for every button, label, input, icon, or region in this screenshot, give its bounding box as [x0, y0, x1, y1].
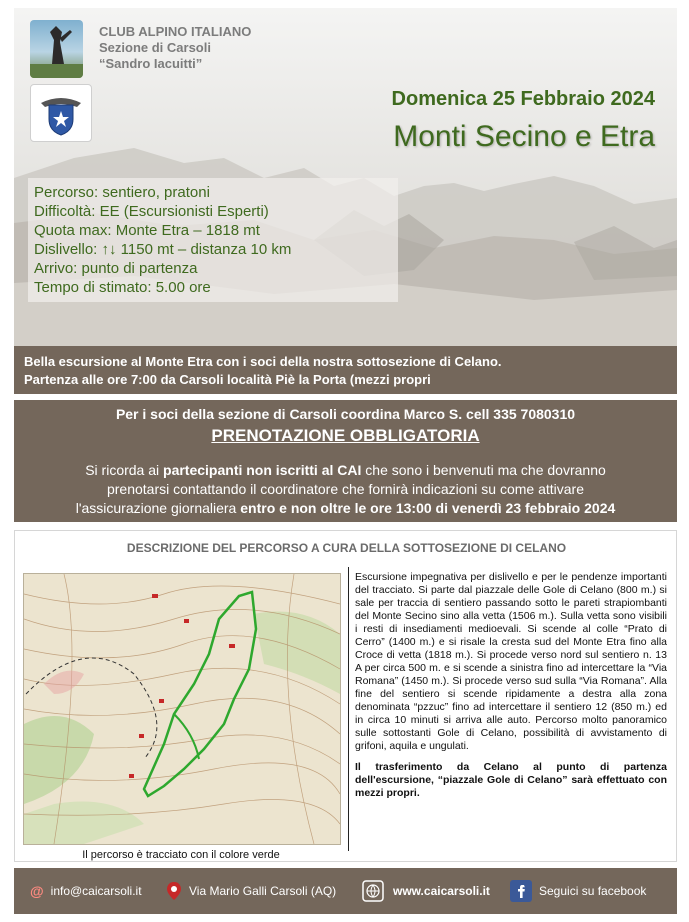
- address-text: Via Mario Galli Carsoli (AQ): [189, 884, 337, 898]
- intro-band: [14, 346, 677, 394]
- deadline-highlight: entro e non oltre le ore 13:00 di venerdì 23 febbraio 2024: [240, 500, 616, 516]
- intro-line-2: Partenza alle ore 7:00 da Carsoli località Piè la Porta (mezzi propri: [24, 372, 431, 387]
- event-date: Domenica 25 Febbraio 2024: [391, 88, 655, 110]
- coordinator-line: Per i soci della sezione di Carsoli coordina Marco S. cell 335 7080310: [115, 406, 576, 422]
- description-text: [355, 571, 667, 808]
- web-icon: [360, 879, 386, 903]
- footer-bar: [14, 868, 677, 914]
- at-icon: @: [30, 883, 44, 899]
- cai-emblem-icon: [30, 84, 92, 142]
- club-section: Sezione di Carsoli: [99, 40, 211, 55]
- info-difficolta: Difficoltà: EE (Escursionisti Esperti): [34, 203, 269, 220]
- footer-facebook[interactable]: [510, 868, 646, 914]
- trail-info: [28, 178, 398, 302]
- footer-address: [166, 868, 336, 914]
- description-heading: DESCRIZIONE DEL PERCORSO A CURA DELLA SOTTOSEZIONE DI CELANO: [126, 541, 567, 555]
- booking-band: [14, 400, 677, 522]
- info-arrivo: Arrivo: punto di partenza: [34, 260, 198, 277]
- event-title: Monti Secino e Etra: [393, 120, 655, 153]
- facebook-link[interactable]: Seguici su facebook: [539, 884, 647, 898]
- map-caption: Il percorso è tracciato con il colore verde: [82, 849, 280, 861]
- footer-email[interactable]: [30, 868, 142, 914]
- info-tempo: Tempo di stimato: 5.00 ore: [34, 279, 211, 296]
- footer-website[interactable]: [360, 868, 490, 914]
- description-paragraph-1: Escursione impegnativa per dislivello e per le pendenze importanti del tracciato. Si parte dal piazzale delle Gole di Celano (800 m.) si sale per traccia di sentiero passando sotto le pareti strapiombanti del Monte Secino sino alla vetta (1506 m.). Sulla vetta sono visibili i resti di insediamenti medioevali. Si scende al colle “Prato di Cerro” (1400 m.) e si risale la cresta sud del Monte Etra fino alla Croce di vetta (1818 m.). Si procede verso nord sul sentiero n. 13 A per circa 500 m. e si scende a sinistra fino ad intercettare la “Via Romana” (1450 m.). Si procede verso sud sulla “Via Romana”. Alla fine del sentiero si scende ripidamente a destra alla zona denominata “pzzuc” fino ad intercettare il sentiero 12 (850 m.) ed in circa 10 minuti si arriva alle auto. Percorso molto panoramico sulle sottostanti Gole di Celano, possibilità di avvistamento di grifoni, aquila e ungulati.: [355, 571, 667, 752]
- email-link[interactable]: info@caicarsoli.it: [50, 884, 142, 898]
- location-pin-icon: [166, 881, 182, 901]
- info-quota: Quota max: Monte Etra – 1818 mt: [34, 222, 260, 239]
- club-header: [99, 24, 251, 72]
- club-name: CLUB ALPINO ITALIANO: [99, 24, 252, 39]
- note-line-3: l'assicurazione giornaliera entro e non oltre le ore 13:00 di venerdì 23 febbraio 2024: [75, 500, 616, 516]
- hero-section: [14, 8, 677, 346]
- intro-line-1: Bella escursione al Monte Etra con i soci della nostra sottosezione di Celano.: [24, 354, 502, 369]
- non-members-highlight: partecipanti non iscritti al CAI: [163, 462, 362, 478]
- mandatory-booking: PRENOTAZIONE OBBLIGATORIA: [211, 426, 480, 445]
- up-down-arrows-icon: ↑↓: [101, 241, 117, 258]
- info-percorso: Percorso: sentiero, pratoni: [34, 184, 210, 201]
- description-box: [14, 530, 677, 862]
- note-line-1: Si ricorda ai partecipanti non iscritti al CAI che sono i benvenuti ma che dovranno: [85, 462, 606, 478]
- note-line-2: prenotarsi contattando il coordinatore che fornirà indicazioni su come attivare: [106, 481, 585, 497]
- route-map: [23, 573, 341, 845]
- climber-statue-logo: [30, 20, 83, 78]
- description-paragraph-2: Il trasferimento da Celano al punto di partenza dell'escursione, “piazzale Gole di Celano” sarà effettuato con mezzi propri.: [355, 761, 667, 799]
- club-section-name: “Sandro Iacuitti”: [99, 56, 203, 71]
- facebook-icon: [510, 880, 532, 902]
- website-link[interactable]: www.caicarsoli.it: [393, 884, 490, 898]
- info-dislivello: [34, 241, 291, 258]
- column-divider: [348, 567, 349, 851]
- dislivello-label: Dislivello:: [34, 241, 102, 258]
- dislivello-value: 1150 mt – distanza 10 km: [116, 241, 292, 258]
